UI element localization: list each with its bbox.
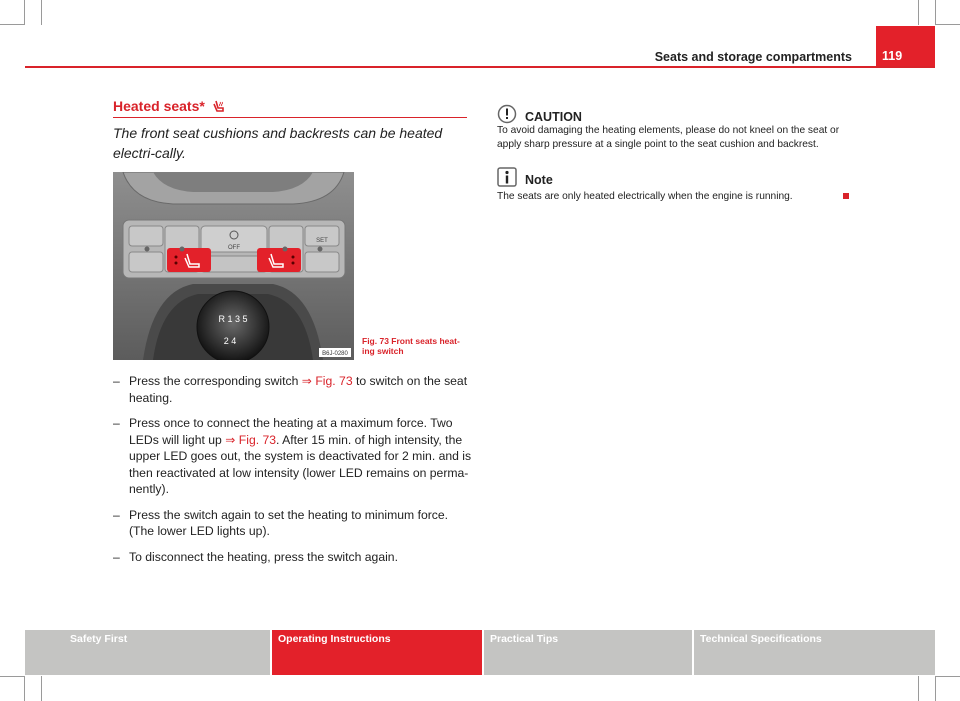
crop-mark (24, 676, 25, 701)
footer-tab-operating-instructions[interactable]: Operating Instructions (272, 630, 484, 675)
list-item (113, 415, 473, 498)
crop-mark (0, 24, 25, 25)
list-dash: – (113, 507, 120, 522)
note-text: The seats are only heated electrically when the engine is running. (497, 191, 793, 202)
gear-pattern-top: R 1 3 5 (218, 314, 248, 324)
step-text: Press the corresponding switch (129, 374, 302, 388)
page-number: 119 (876, 26, 935, 68)
figure-link[interactable]: ⇒ Fig. 73 (301, 374, 353, 388)
footer-nav (25, 630, 935, 675)
section-title-text: Heated seats* (113, 98, 205, 114)
section-rule (113, 117, 467, 118)
note-heading (497, 167, 553, 192)
figure-code: B6J-0280 (322, 351, 348, 357)
list-dash: – (113, 549, 120, 564)
gear-pattern-bottom: 2 4 (223, 336, 237, 346)
set-label: SET (316, 238, 328, 244)
step-text: . After 15 min. of high intensity, the upper LED goes out, the system is deactivated for 2 min. and is then reactivated at low intensity (lower LED remains on perma-nently). (129, 432, 472, 496)
list-dash: – (113, 374, 120, 388)
off-label: OFF (228, 245, 240, 251)
list-item (113, 549, 473, 566)
crop-mark (918, 676, 919, 701)
instruction-list (113, 373, 473, 574)
step-text: to switch on the seat heating. (129, 374, 468, 405)
crop-mark (935, 0, 936, 25)
crop-mark (24, 0, 25, 25)
note-label: Note (525, 172, 553, 187)
footer-tab-technical-specifications[interactable]: Technical Specifications (694, 630, 935, 675)
running-header: Seats and storage compartments (654, 50, 852, 64)
crop-mark (41, 676, 42, 701)
section-intro: The front seat cushions and backrests can be heated electri-cally. (113, 125, 443, 161)
crop-mark (935, 24, 960, 25)
footer-tab-safety-first[interactable]: Safety First (25, 630, 272, 675)
list-item (113, 373, 473, 406)
section-title (113, 98, 225, 117)
figure-link[interactable]: ⇒ Fig. 73 (225, 432, 277, 447)
crop-mark (41, 0, 42, 25)
section-end-marker (843, 193, 849, 199)
crop-mark (0, 676, 25, 677)
crop-mark (935, 676, 960, 677)
caution-label: CAUTION (525, 109, 582, 124)
footer-tab-practical-tips[interactable]: Practical Tips (484, 630, 694, 675)
step-text: To disconnect the heating, press the switch again. (129, 549, 398, 564)
crop-mark (918, 0, 919, 25)
caution-text: To avoid damaging the heating elements, please do not kneel on the seat or apply sharp pressure at a single point to the seat cushion and backrest. (497, 125, 840, 150)
list-dash: – (113, 416, 120, 430)
header-rule (25, 66, 935, 68)
figure-image (113, 172, 354, 360)
list-item (113, 507, 473, 540)
note-icon (497, 167, 517, 192)
seat-heat-icon (213, 100, 225, 117)
figure-caption: Fig. 73 Front seats heat-ing switch (362, 336, 460, 356)
crop-mark (935, 676, 936, 701)
step-text: Press the switch again to set the heating to minimum force. (The lower LED lights up). (129, 507, 449, 538)
step-text: Press once to connect the heating at a maximum force. Two LEDs will light up (129, 416, 453, 447)
